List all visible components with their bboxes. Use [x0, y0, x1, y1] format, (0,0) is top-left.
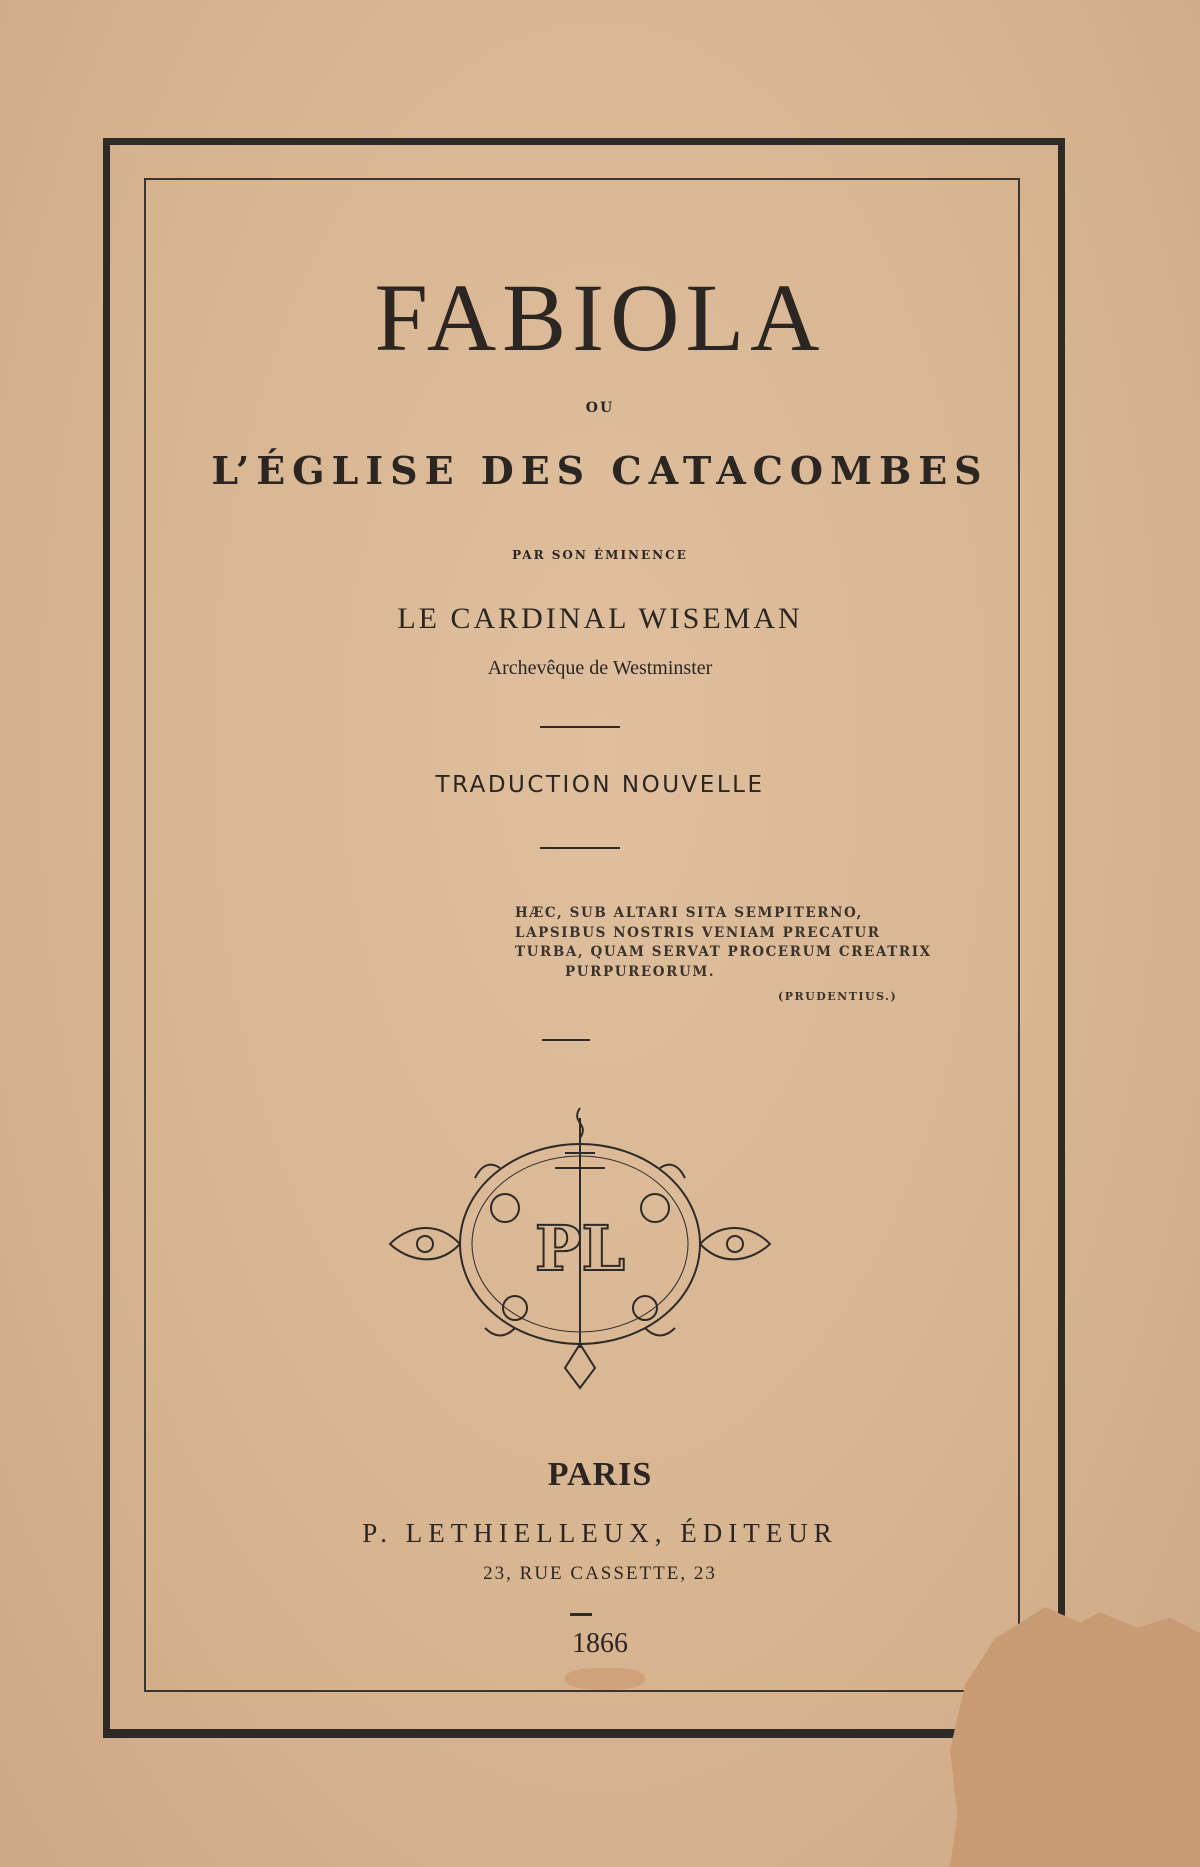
author-title: Archevêque de Westminster [487, 657, 713, 679]
emblem-monogram: PL [534, 1212, 626, 1285]
publisher-name: P. LETHIELLEUX, ÉDITEUR [362, 1518, 838, 1548]
epigraph-line: PURPUREORUM. [565, 963, 716, 980]
divider [542, 1039, 590, 1041]
publisher-address: 23, RUE CASSETTE, 23 [483, 1563, 717, 1584]
publisher-emblem-icon [385, 1098, 775, 1390]
epigraph-line: TURBA, QUAM SERVAT PROCERUM CREATRIX [515, 944, 932, 960]
divider [540, 726, 620, 728]
epigraph-line: LAPSIBUS NOSTRIS VENIAM PRECATUR [515, 924, 881, 941]
epigraph-line: HÆC, SUB ALTARI SITA SEMPITERNO, [515, 905, 863, 921]
publication-year: 1866 [572, 1628, 628, 1659]
publisher-city: PARIS [547, 1456, 653, 1493]
book-title: FABIOLA [374, 264, 826, 371]
byline: PAR SON ÉMINENCE [512, 548, 688, 562]
book-subtitle: L’ÉGLISE DES CATACOMBES [211, 448, 989, 493]
author-name: LE CARDINAL WISEMAN [397, 602, 803, 635]
divider [570, 1613, 592, 1616]
epigraph [515, 904, 932, 982]
translation-note: TRADUCTION NOUVELLE [435, 772, 765, 798]
paper-hole [565, 1668, 645, 1690]
divider [540, 847, 620, 849]
epigraph-attribution: (PRUDENTIUS.) [778, 990, 898, 1003]
conjunction: OU [585, 400, 615, 416]
